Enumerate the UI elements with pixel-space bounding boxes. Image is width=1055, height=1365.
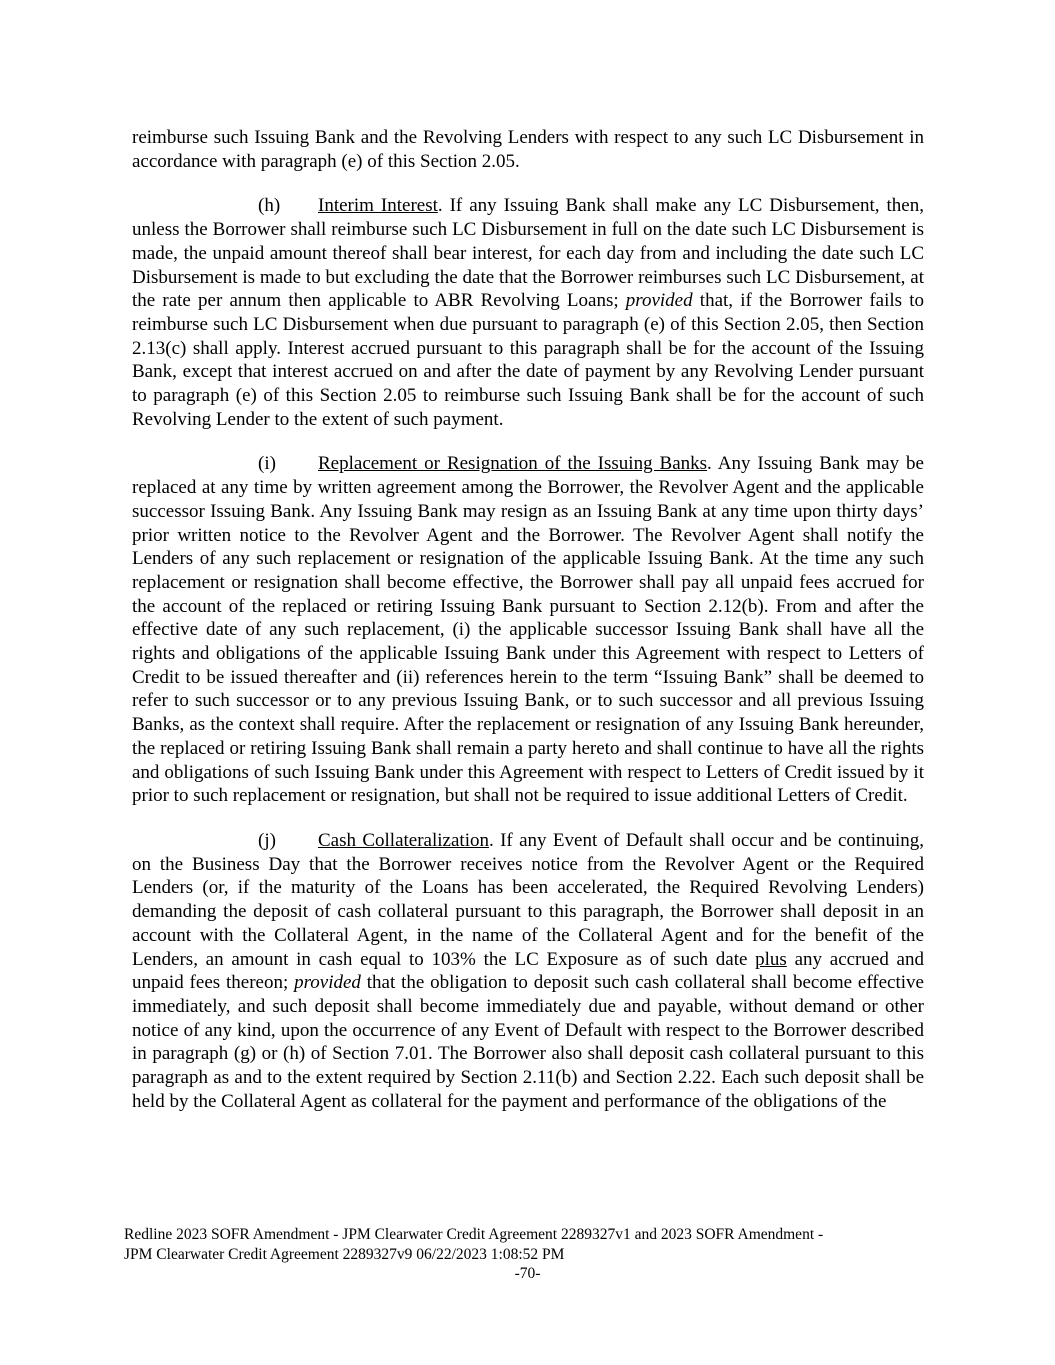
section-h-paragraph: (h) Interim Interest. If any Issuing Bank shall make any LC Disbursement, then, unless the Borrower shall reimburse such LC Disbursement in full on the date such LC Disbursement is made, the unpaid amount thereof shall bear interest, for each day from and including the date such LC Disbursement is made to but excluding the date that the Borrower reimburses such LC Disbursement, at the rate per annum then applicable to ABR Revolving Loans; provided that, if the Borrower fails to reimburse such LC Disbursement when due pursuant to paragraph (e) of this Section 2.05, then Section 2.13(c) shall apply. Interest accrued pursuant to this paragraph shall be for the account of the Issuing Bank, except that interest accrued on and after the date of payment by any Revolving Lender pursuant to paragraph (e) of this Section 2.05 to reimburse such Issuing Bank shall be for the account of such Revolving Lender to the extent of such payment. — [132, 195, 924, 430]
section-h-heading: Interim Interest — [318, 195, 438, 217]
section-i-heading: Replacement or Resignation of the Issuing Banks — [318, 453, 708, 475]
section-h-number: (h) — [258, 195, 281, 217]
document-page — [132, 126, 924, 1113]
section-i-number: (i) — [258, 453, 276, 475]
section-i-paragraph: (i) Replacement or Resignation of the Issuing Banks. Any Issuing Bank may be replaced at any time by written agreement among the Borrower, the Revolver Agent and the applicable successor Issuing Bank. Any Issuing Bank may resign as an Issuing Bank at any time upon thirty days’ prior written notice to the Revolver Agent and the Borrower. The Revolver Agent shall notify the Lenders of any such replacement or resignation of the applicable Issuing Bank. At the time any such replacement or resignation shall become effective, the Borrower shall pay all unpaid fees accrued for the account of the replaced or retiring Issuing Bank pursuant to Section 2.12(b). From and after the effective date of any such replacement, (i) the applicable successor Issuing Bank shall have all the rights and obligations of the applicable Issuing Bank under this Agreement with respect to Letters of Credit to be issued thereafter and (ii) references herein to the term “Issuing Bank” shall be deemed to refer to such successor or to any previous Issuing Bank, or to such successor and all previous Issuing Banks, as the context shall require. After the replacement or resignation of any Issuing Bank hereunder, the replaced or retiring Issuing Bank shall remain a party hereto and shall continue to have all the rights and obligations of such Issuing Bank under this Agreement with respect to Letters of Credit issued by it prior to such replacement or resignation, but shall not be required to issue additional Letters of Credit. — [132, 453, 924, 807]
footer-line-2: JPM Clearwater Credit Agreement 2289327v9 06/22/2023 1:08:52 PM — [124, 1245, 565, 1263]
section-j-heading: Cash Collateralization — [318, 829, 489, 851]
section-j-number: (j) — [258, 829, 276, 851]
page-number: -70- — [514, 1265, 541, 1282]
footer — [124, 1225, 924, 1264]
section-j-paragraph: (j) Cash Collateralization. If any Event of Default shall occur and be continuing, on the Business Day that the Borrower receives notice from the Revolver Agent or the Required Lenders (or, if the maturity of the Loans has been accelerated, the Required Revolving Lenders) demanding the deposit of cash collateral pursuant to this paragraph, the Borrower shall deposit in an account with the Collateral Agent, in the name of the Collateral Agent and for the benefit of the Lenders, an amount in cash equal to 103% the LC Exposure as of such date plus any accrued and unpaid fees thereon; provided that the obligation to deposit such cash collateral shall become effective immediately, and such deposit shall become immediately due and payable, without demand or other notice of any kind, upon the occurrence of any Event of Default with respect to the Borrower described in paragraph (g) or (h) of Section 7.01. The Borrower also shall deposit cash collateral pursuant to this paragraph as and to the extent required by Section 2.11(b) and Section 2.22. Each such deposit shall be held by the Collateral Agent as collateral for the payment and performance of the obligations of the — [132, 829, 924, 1112]
continuation-paragraph: reimburse such Issuing Bank and the Revolving Lenders with respect to any such LC Disbursement in accordance with paragraph (e) of this Section 2.05. — [132, 127, 924, 172]
footer-line-1: Redline 2023 SOFR Amendment - JPM Clearwater Credit Agreement 2289327v1 and 2023 SOFR Amendment - — [124, 1226, 824, 1243]
